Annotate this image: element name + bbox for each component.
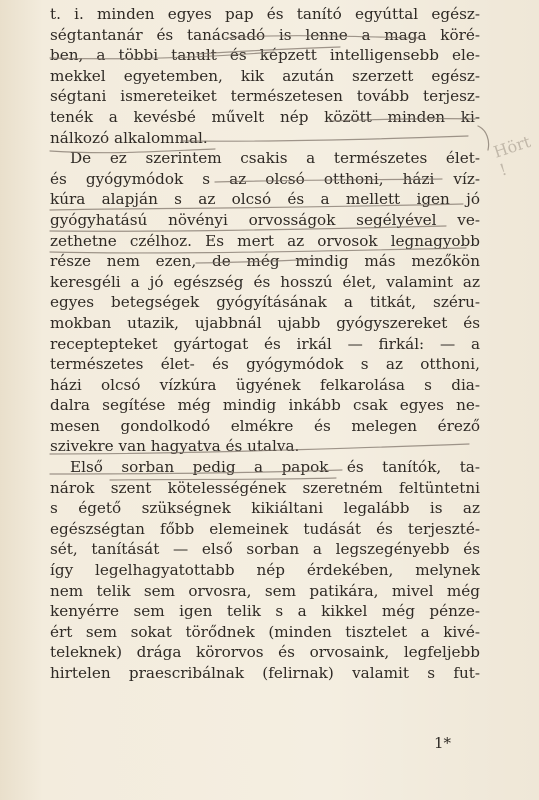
- text-line-31: ért sem sokat törődnek (minden tisztelet a kivé-: [50, 622, 480, 641]
- text-line-16: mokban utazik, ujabbnál ujabb gyógyszereket és: [50, 313, 480, 332]
- text-line-8: De ez szerintem csakis a természetes élet-: [70, 149, 480, 168]
- text-line-29: nem telik sem orvosra, sem patikára, mivel még: [50, 581, 480, 600]
- text-line-26: egészségtan főbb elemeinek tudását és terjeszté-: [50, 519, 480, 538]
- margin-note: Hört !: [491, 131, 533, 180]
- text-line-12: zethetne czélhoz. Es mert az orvosok legnagyobb: [50, 231, 480, 250]
- text-line-4: mekkel egyetemben, kik azután szerzett egész-: [50, 66, 480, 85]
- text-line-18: természetes élet- és gyógymódok s az otthoni,: [50, 355, 480, 374]
- text-line-13: része nem ezen, de még mindig más mezőkön: [50, 252, 480, 271]
- text-line-15: egyes betegségek gyógyításának a titkát, széru-: [50, 293, 480, 312]
- text-line-20: dalra segítése még mindig inkább csak egyes ne-: [50, 396, 480, 415]
- text-line-19: házi olcsó vízkúra ügyének felkarolása s dia-: [50, 375, 480, 394]
- text-line-6: tenék a kevésbé művelt nép között minden ki-: [50, 107, 480, 126]
- body-text: [50, 4, 480, 684]
- text-line-27: sét, tanítását — első sorban a legszegényebb és: [50, 540, 480, 559]
- text-line-33: hirtelen praescribálnak (felirnak) valamit s fut-: [50, 664, 480, 682]
- text-line-2: ségtantanár és tanácsadó is lenne a maga köré-: [50, 25, 480, 44]
- text-line-22: szivekre van hagyatva és utalva.: [50, 437, 300, 456]
- text-line-28: így legelhagyatottabb nép érdekében, melynek: [50, 561, 480, 580]
- text-line-9: és gyógymódok s az olcsó otthoni, házi víz-: [50, 169, 480, 188]
- text-line-11: gyógyhatású növényi orvosságok segélyével ve-: [50, 210, 480, 229]
- page-number: 1*: [434, 734, 452, 752]
- text-line-10: kúra alapján s az olcsó és a mellett igen jó: [50, 190, 480, 209]
- text-line-5: ségtani ismereteiket természetesen tovább terjesz-: [50, 87, 480, 106]
- text-line-14: keresgéli a jó egészség és hosszú élet, valamint az: [50, 272, 480, 291]
- text-line-3: ben, a többi tanult és képzett intelligensebb ele-: [50, 46, 480, 65]
- text-line-24: nárok szent kötelességének szeretném feltüntetni: [50, 478, 480, 497]
- text-line-32: teleknek) drága körorvos és orvosaink, legfeljebb: [50, 643, 480, 662]
- text-line-25: s égető szükségnek kikiáltani legalább is az: [50, 499, 480, 518]
- text-line-7: nálkozó alkalommal.: [50, 128, 208, 147]
- text-line-21: mesen gondolkodó elmékre és melegen érező: [50, 416, 480, 435]
- text-line-23: Első sorban pedig a papok és tanítók, ta-: [70, 458, 480, 477]
- text-line-1: t. i. minden egyes pap és tanító egyúttal egész-: [50, 5, 480, 23]
- text-line-30: kenyérre sem igen telik s a kikkel még pénze-: [50, 602, 480, 621]
- text-line-17: receptepteket gyártogat és irkál — firkál: — a: [50, 334, 480, 353]
